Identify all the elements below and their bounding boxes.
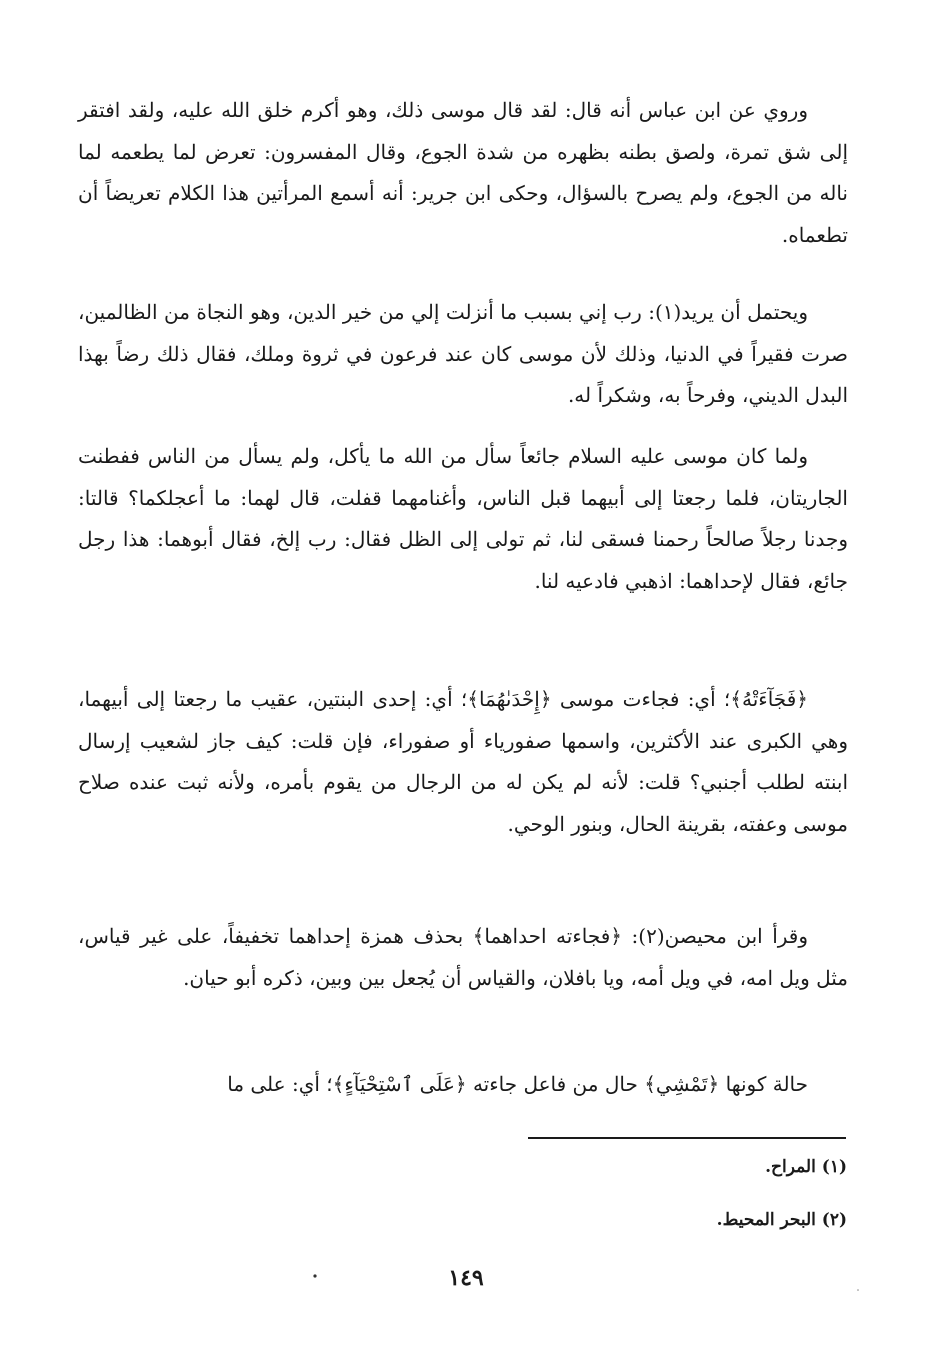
paragraph-6: حالة كونها ﴿تَمْشِي﴾ حال من فاعل جاءته ﴿عَلَى ٱسْتِحْيَآءٍ﴾؛ أي: على ما [227,1072,808,1096]
page-number: ١٤٩ [448,1265,484,1291]
paragraph-4: ﴿فَجَآءَتْهُ﴾؛ أي: فجاءت موسى ﴿إِحْدَىٰهُمَا﴾؛ أي: إحدى البنتين، عقيب ما رجعتا إلى أبيهما، وهي الكبرى عند الأكثرين، واسمها صفورياء أو صفوراء، فإن قلت: كيف جاز لشعيب إرسال ابنته لطلب أجنبي؟ قلت: لأنه لم يكن له من الرجال من يقوم بأمره، ولأنه ثبت عنده صلاح موسى وعفته، بقرينة الحال، وبنور الوحي. [78,687,848,836]
paragraph-2: ويحتمل أن يريد(١): رب إني بسبب ما أنزلت إلي من خير الدين، وهو النجاة من الظالمين، صرت فقيراً في الدنيا، وذلك لأن موسى كان عند فرعون في ثروة وملك، فقال ذلك رضاً بهذا البدل الديني، وفرحاً به، وشكراً له. [78,300,848,407]
footnote-2: (٢) البحر المحيط. [716,1210,847,1230]
paragraph-5: وقرأ ابن محيصن(٢): ﴿فجاءته احداهما﴾ بحذف همزة إحداهما تخفيفاً، على غير قياس، مثل ويل امه، في ويل أمه، ويا بافلان، والقياس أن يُجعل بين وبين، ذكره أبو حيان. [78,924,848,990]
footnote-1: (١) المراح. [765,1157,847,1177]
paragraph-1: وروي عن ابن عباس أنه قال: لقد قال موسى ذلك، وهو أكرم خلق الله عليه، ولقد افتقر إلى شق تمرة، ولصق بطنه بظهره من شدة الجوع، وقال المفسرون: تعرض لما يطعمه لما ناله من الجوع، ولم يصرح بالسؤال، وحكى ابن جرير: أنه أسمع المرأتين هذا الكلام تعريضاً أن تطعماه. [78,98,848,247]
paragraph-3: ولما كان موسى عليه السلام جائعاً سأل من الله ما يأكل، ولم يسأل من الناس ففطنت الجاريتان، فلما رجعتا إلى أبيهما قبل الناس، وأغنامهما قفلت، قال لهما: ما أعجلكما؟ قالتا: وجدنا رجلاً صالحاً رحمنا فسقى لنا، ثم تولى إلى الظل فقال: رب إلخ، فقال أبوهما: هذا رجل جائع، فقال لإحداهما: اذهبي فادعيه لنا. [78,444,848,593]
